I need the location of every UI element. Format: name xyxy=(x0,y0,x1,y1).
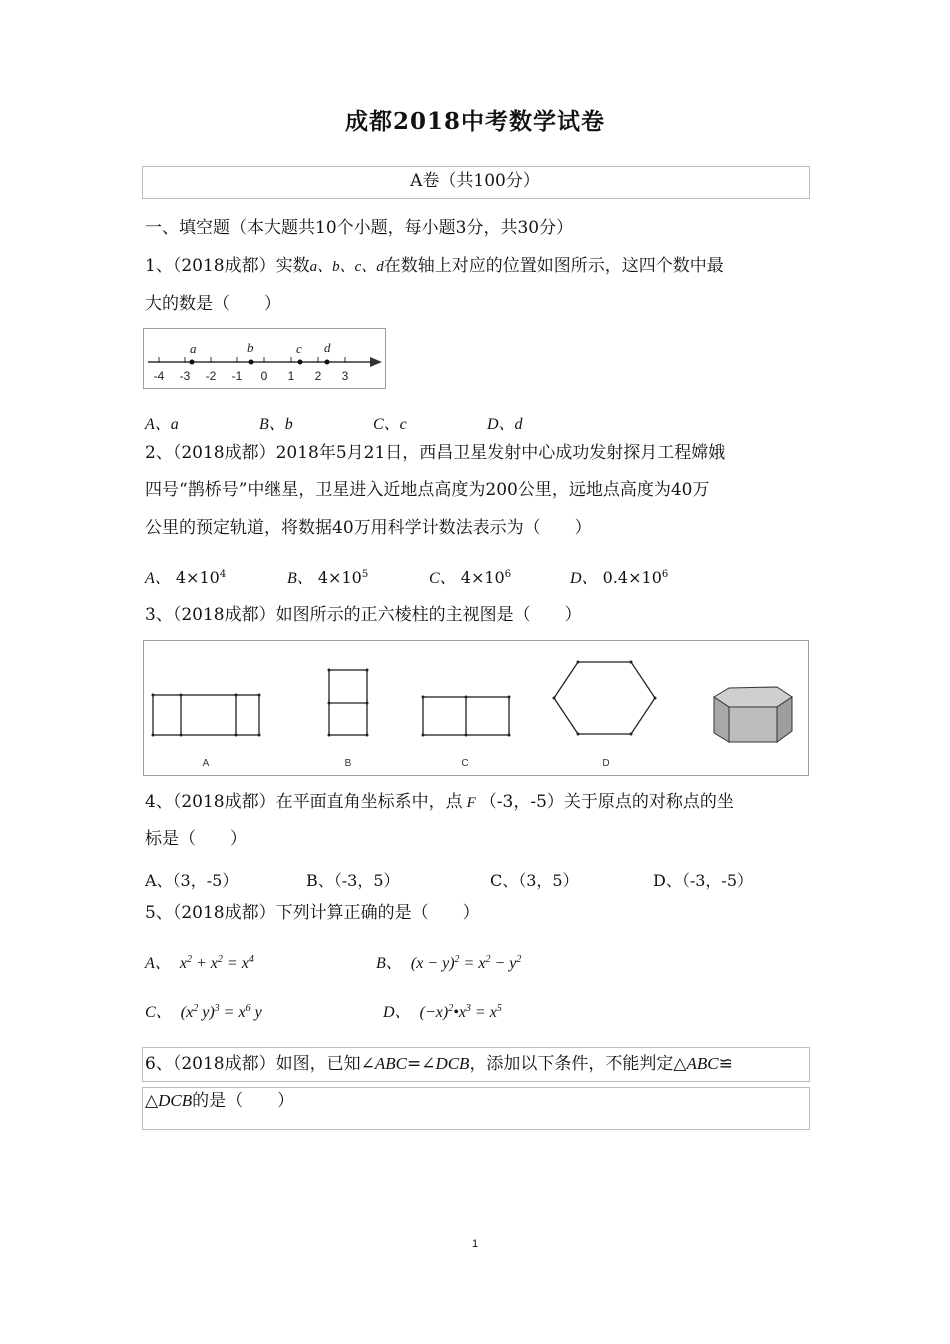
q2-option-a[interactable]: A、 $4\times 10^4$ xyxy=(145,568,227,587)
question-3-line-1: 3、（2018成都）如图所示的正六棱柱的主视图是（ ） xyxy=(145,605,582,625)
q5-formula-c: ($x^2$ $y)^3 = x^6$ y xyxy=(176,1003,262,1021)
point-b xyxy=(249,360,254,365)
question-5-line-1: 5、（2018成都）下列计算正确的是（ ） xyxy=(145,903,480,923)
tick-label: 3 xyxy=(341,369,349,383)
view-a xyxy=(153,695,259,735)
q4-point: F xyxy=(466,795,476,811)
prism-views-figure xyxy=(143,640,809,776)
question-2-line-2: 四号“鹊桥号”中继星，卫星进入近地点高度为200公里，远地点高度为40万 xyxy=(145,480,710,500)
label-b: b xyxy=(247,340,254,355)
label-d: d xyxy=(324,340,331,355)
q5-formula-b: $(x - y)^2 = x^2 - y^2$ xyxy=(406,954,522,972)
q1-option-b[interactable]: B、b xyxy=(259,416,293,433)
point-c xyxy=(298,360,303,365)
q1-option-d[interactable]: D、d xyxy=(487,416,523,433)
page-number: 1 xyxy=(471,1238,479,1250)
figure-label-c: C xyxy=(461,758,469,769)
q5-option-d[interactable]: D、 $(-x)^2•x^3 = x^5$ xyxy=(383,1003,502,1021)
q4-option-a[interactable]: A、（3，-5） xyxy=(145,871,239,890)
q5-option-b[interactable]: B、 $(x - y)^2 = x^2 - y^2$ xyxy=(376,954,522,972)
number-line-svg xyxy=(144,329,385,388)
view-c xyxy=(423,697,509,735)
q1-variables: a、b、c、d xyxy=(309,259,384,275)
page-title: 成都2018中考数学试卷 xyxy=(344,108,605,135)
point-a xyxy=(190,360,195,365)
q2-option-c[interactable]: C、 $4\times 10^6$ xyxy=(429,568,512,587)
question-1-line-2: 大的数是（ ） xyxy=(145,294,281,314)
question-6-line-1: 6、（2018成都）如图，已知∠ABC=∠DCB，添加以下条件，不能判定△ABC≌ xyxy=(145,1054,733,1074)
question-4-line-2: 标是（ ） xyxy=(145,829,247,849)
label-c: c xyxy=(296,341,302,356)
tick-label: -1 xyxy=(231,369,243,383)
section-label: A卷（共100分） xyxy=(410,171,540,191)
figure-label-a: A xyxy=(202,758,210,769)
prism-views-svg xyxy=(144,641,808,775)
question-6-line-2: △DCB的是（ ） xyxy=(145,1091,295,1111)
tick-label: -3 xyxy=(179,369,191,383)
question-2-line-1: 2、（2018成都）2018年5月21日，西昌卫星发射中心成功发射探月工程嫦娥 xyxy=(145,443,726,463)
q1-option-c[interactable]: C、c xyxy=(373,416,407,433)
tick-label: 2 xyxy=(314,369,322,383)
q5-option-a[interactable]: A、 $x^2 + x^2 = x^4$ xyxy=(145,954,254,972)
question-1-line-1: 1、（2018成都）实数a、b、c、d在数轴上对应的位置如图所示，这四个数中最 xyxy=(145,256,724,276)
tick-label: 1 xyxy=(287,369,295,383)
tick-label: 0 xyxy=(260,369,268,383)
q5-formula-d: $(-x)^2•x^3 = x^5$ xyxy=(415,1003,502,1021)
view-b xyxy=(329,670,367,735)
tick-label: -4 xyxy=(153,369,165,383)
q4-option-c[interactable]: C、（3，5） xyxy=(490,871,579,890)
label-a: a xyxy=(190,341,197,356)
q1-option-a[interactable]: A、a xyxy=(145,416,179,433)
q5-option-c[interactable]: C、 ($x^2$ $y)^3 = x^6$ y xyxy=(145,1003,262,1021)
q2-option-b[interactable]: B、 $4\times 10^5$ xyxy=(287,568,369,587)
hexagonal-prism-solid xyxy=(714,687,792,742)
question-4-line-1: 4、（2018成都）在平面直角坐标系中，点 F （-3，-5）关于原点的对称点的坐 xyxy=(145,792,734,812)
tick-label: -2 xyxy=(205,369,217,383)
q4-option-d[interactable]: D、（-3，-5） xyxy=(653,871,754,890)
figure-label-d: D xyxy=(602,758,610,769)
number-line-figure xyxy=(143,328,386,389)
q2-option-d[interactable]: D、 $0.4\times 10^6$ xyxy=(570,568,669,587)
figure-label-b: B xyxy=(344,758,352,769)
q5-formula-a: $x^2 + x^2 = x^4$ xyxy=(175,954,254,972)
point-d xyxy=(325,360,330,365)
part-heading: 一、填空题（本大题共10个小题，每小题3分，共30分） xyxy=(145,218,574,238)
view-d xyxy=(554,662,655,734)
question-2-line-3: 公里的预定轨道，将数据40万用科学计数法表示为（ ） xyxy=(145,518,592,538)
q4-option-b[interactable]: B、（-3，5） xyxy=(306,871,400,890)
